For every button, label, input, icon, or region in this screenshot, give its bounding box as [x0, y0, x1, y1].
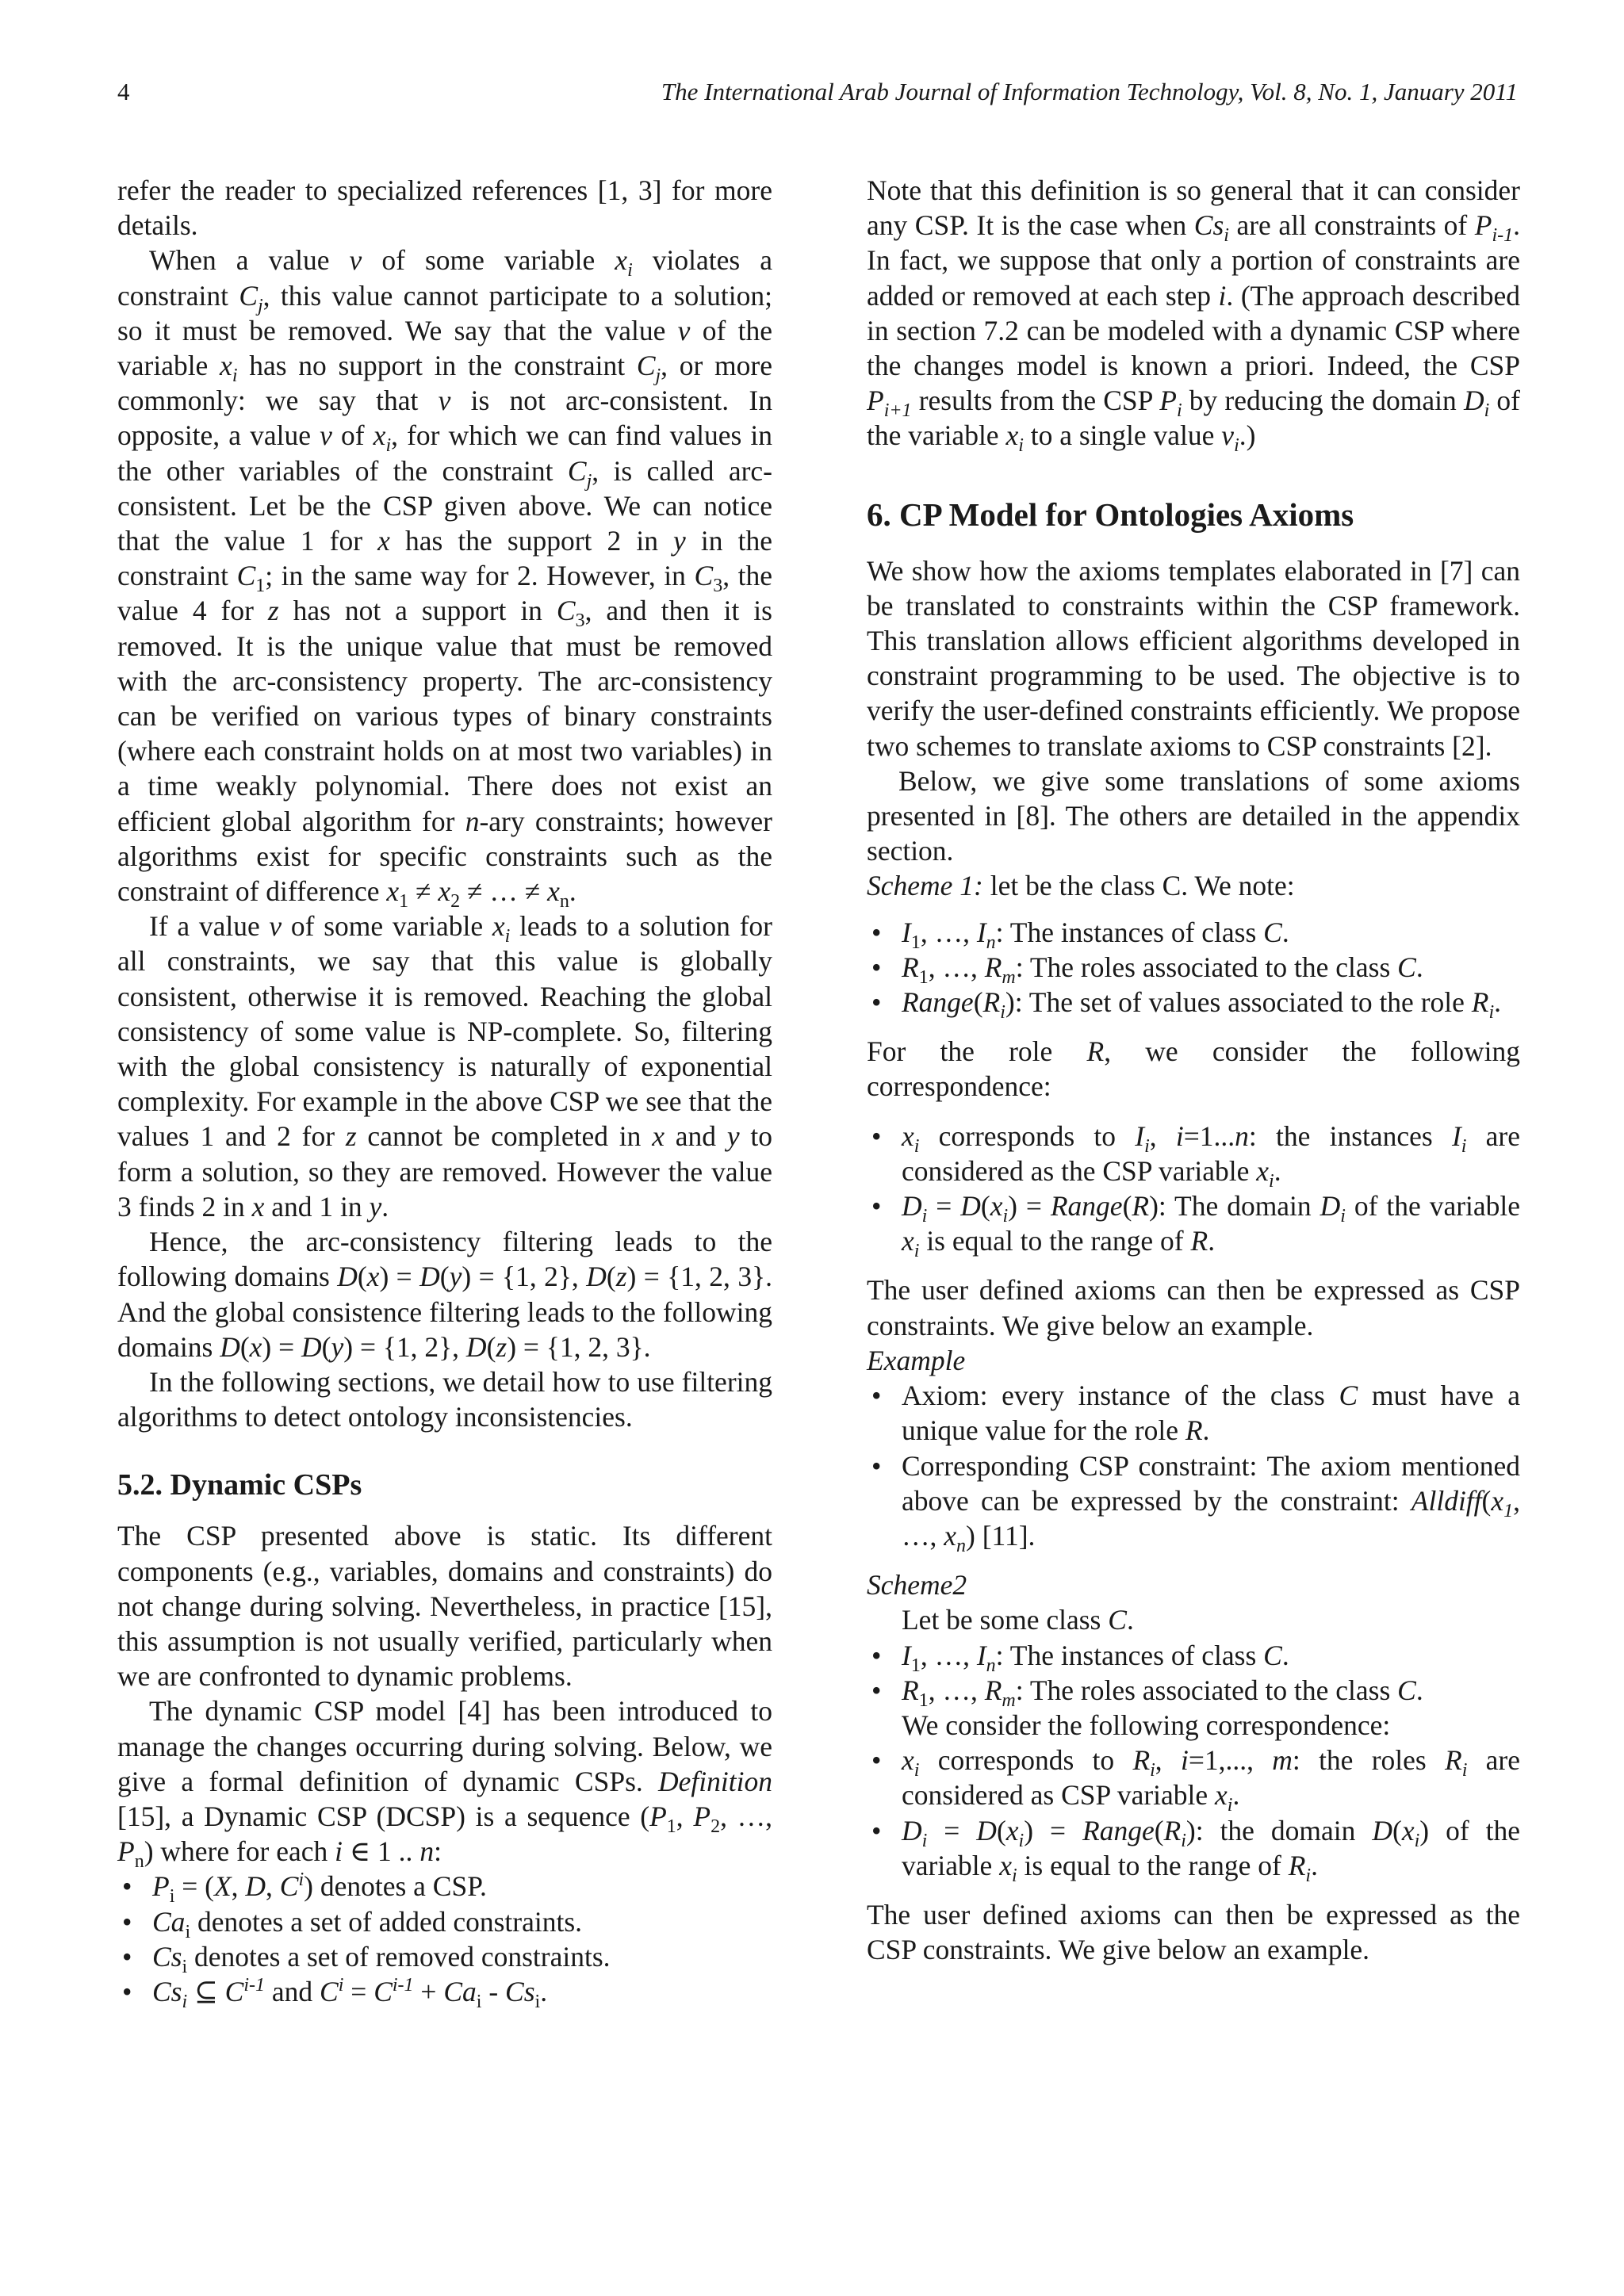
- page-number: 4: [117, 78, 130, 105]
- section-heading-cp-model: 6. CP Model for Ontologies Axioms: [867, 496, 1354, 533]
- list-item: • $x_i$ corresponds to $R_i$, i=1,..., m: the roles $R_i$ are considered as CSP variable $x_i$.: [867, 1743, 1520, 1812]
- right-column: [867, 173, 1520, 1967]
- scheme1-line: Scheme 1: let be the class C. We note:: [867, 870, 1295, 902]
- paragraph-following-sections: In the following sections, we detail how to use filtering algorithms to detect ontology inconsistencies.: [117, 1365, 772, 1433]
- list-item: • $Cs_i$ denotes a set of removed constraints.: [117, 1939, 772, 1974]
- paragraph-role-correspondence: For the role R, we consider the following correspondence:: [867, 1035, 1520, 1103]
- list-item: • $D_i = D(x_i)$ = Range(R): The domain $D_i$ of the variable $x_i$ is equal to the range of R.: [867, 1188, 1520, 1258]
- list-item: • $Ca_i$ denotes a set of added constraints.: [117, 1904, 772, 1939]
- paragraph-user-axioms-1: The user defined axioms can then be expressed as CSP constraints. We give below an example.: [867, 1274, 1520, 1341]
- list-item: • $I_1$, …, $I_n$: The instances of class C.: [867, 915, 1520, 950]
- scheme1-correspondence-list: [867, 1119, 1521, 1262]
- paragraph-axioms-templates: We show how the axioms templates elaborated in [7] can be translated to constraints within the CSP framework. This translation allows efficient algorithms developed in constraint programming to be used. The objective is to verify the user-defined constraints efficiently. We propose two schemes to translate axioms to CSP constraints [2].: [867, 554, 1520, 762]
- paragraph-static-csp: The CSP presented above is static. Its different components (e.g., variables, domains and constraints) do not change during solving. Nevertheless, in practice [15], this assumption is not usually verified, particularly when we are confronted to dynamic problems.: [117, 1520, 772, 1693]
- paragraph-global-consistency: If a value v of some variable $x_i$ leads to a solution for all constraints, we say that this value is globally consistent, otherwise it is removed. Reaching the global consistency of some value is NP-complete. So, filtering with the global consistency is naturally of exponential complexity. For example in the above CSP we see that the values 1 and 2 for z cannot be completed in x and y to form a solution, so they are removed. However the value 3 finds 2 in x and 1 in y.: [117, 910, 772, 1223]
- example-list: [867, 1378, 1521, 1556]
- list-item: • $Range(R_i)$: The set of values associated to the role $R_i$.: [867, 985, 1520, 1020]
- scheme2-line: Let be some class C.: [902, 1604, 1134, 1636]
- list-item: • $P_i = (X$, D, $C^i$) denotes a CSP.: [117, 1869, 772, 1904]
- section-heading-dynamic-csps: 5.2. Dynamic CSPs: [117, 1468, 362, 1502]
- scheme2-correspondence-line: We consider the following correspondence:: [902, 1709, 1391, 1741]
- paragraph-domains: Hence, the arc-consistency filtering leads to the following domains D(x) = D(y) = {1, 2}, D(z) = {1, 2, 3}. And the global consistence filtering leads to the following domains D(x) = D(y) = {1, 2}, D(z) = {1, 2, 3}.: [117, 1226, 772, 1363]
- journal-running-head: The International Arab Journal of Information Technology, Vol. 8, No. 1, January 2011: [661, 78, 1518, 105]
- paragraph-user-axioms-2: The user defined axioms can then be expressed as the CSP constraints. We give below an example.: [867, 1898, 1520, 1966]
- paragraph-references: refer the reader to specialized references [1, 3] for more details.: [117, 174, 772, 242]
- left-column: [117, 173, 773, 2013]
- scheme1-list: [867, 915, 1520, 1024]
- scheme2-correspondence-list: [867, 1743, 1521, 1886]
- scheme2-list: [867, 1638, 1520, 1711]
- list-item: • Axiom: every instance of the class C must have a unique value for the role R.: [867, 1378, 1520, 1448]
- list-item: • Corresponding CSP constraint: The axiom mentioned above can be expressed by the constraint: $Alldiff(x_1$, …, $x_n$) [11].: [867, 1448, 1520, 1554]
- list-item: • $I_1$, …, $I_n$: The instances of class C.: [867, 1638, 1520, 1673]
- paragraph-dcsp-definition: The dynamic CSP model [4] has been introduced to manage the changes occurring during solving. Below, we give a formal definition of dynamic CSPs. Definition [15], a Dynamic CSP (DCSP) is a sequence ($P_1$, $P_2$, …, $P_n$) where for each i ∈ 1 .. n:: [117, 1695, 773, 1873]
- paragraph-definition-general: Note that this definition is so general that it can consider any CSP. It is the case when $Cs_i$ are all constraints of $P_{i-1}$. In fact, we suppose that only a portion of constraints are added or removed at each step i. (The approach described in section 7.2 can be modeled with a dynamic CSP where the changes model is known a priori. Indeed, the CSP $P_{i+1}$ results from the CSP $P_i$ by reducing the domain $D_i$ of the variable $x_i$ to a single value $v_i$.): [867, 174, 1521, 457]
- scheme2-label: Scheme2: [867, 1569, 967, 1601]
- paragraph-arc-consistency: When a value v of some variable $x_i$ violates a constraint $C_j$, this value cannot participate to a solution; so it must be removed. We say that the value v of the variable $x_i$ has no support in the constraint $C_j$, or more commonly: we say that v is not arc-consistent. In opposite, a value v of $x_i$, for which we can find values in the other variables of the constraint $C_j$, is called arc-consistent. Let be the CSP given above. We can notice that the value 1 for x has the support 2 in y in the constraint $C_1$; in the same way for 2. However, in $C_3$, the value 4 for z has not a support in $C_3$, and then it is removed. It is the unique value that must be removed with the arc-consistency property. The arc-consistency can be verified on various types of binary constraints (where each constraint holds on at most two variables) in a time weakly polynomial. There does not exist an efficient global algorithm for n-ary constraints; however algorithms exist for specific constraints such as the constraint of difference $x_1 \ne x_2$ ≠ … ≠ $x_n$.: [117, 244, 773, 913]
- dcsp-definition-list: [117, 1869, 772, 2013]
- list-item: • $R_1$, …, $R_m$: The roles associated to the class C.: [867, 950, 1520, 985]
- list-item: • $D_i = D(x_i)$ = $Range(R_i)$: the domain $D(x_i)$ of the variable $x_i$ is equal to the range of $R_i$.: [867, 1813, 1520, 1883]
- list-item: • $R_1$, …, $R_m$: The roles associated to the class C.: [867, 1673, 1520, 1708]
- list-item: • $x_i$ corresponds to $I_i$, i=1...n: the instances $I_i$ are considered as the CSP variable $x_i$.: [867, 1119, 1520, 1188]
- paragraph-translations: Below, we give some translations of some axioms presented in [8]. The others are detailed in the appendix section.: [867, 764, 1520, 867]
- list-item: • $Cs_i$ ⊆ $C^{i-1}$ and $C^i = C^{i-1} + Ca_i - Cs_i$.: [117, 1974, 772, 2009]
- example-label: Example: [867, 1344, 966, 1376]
